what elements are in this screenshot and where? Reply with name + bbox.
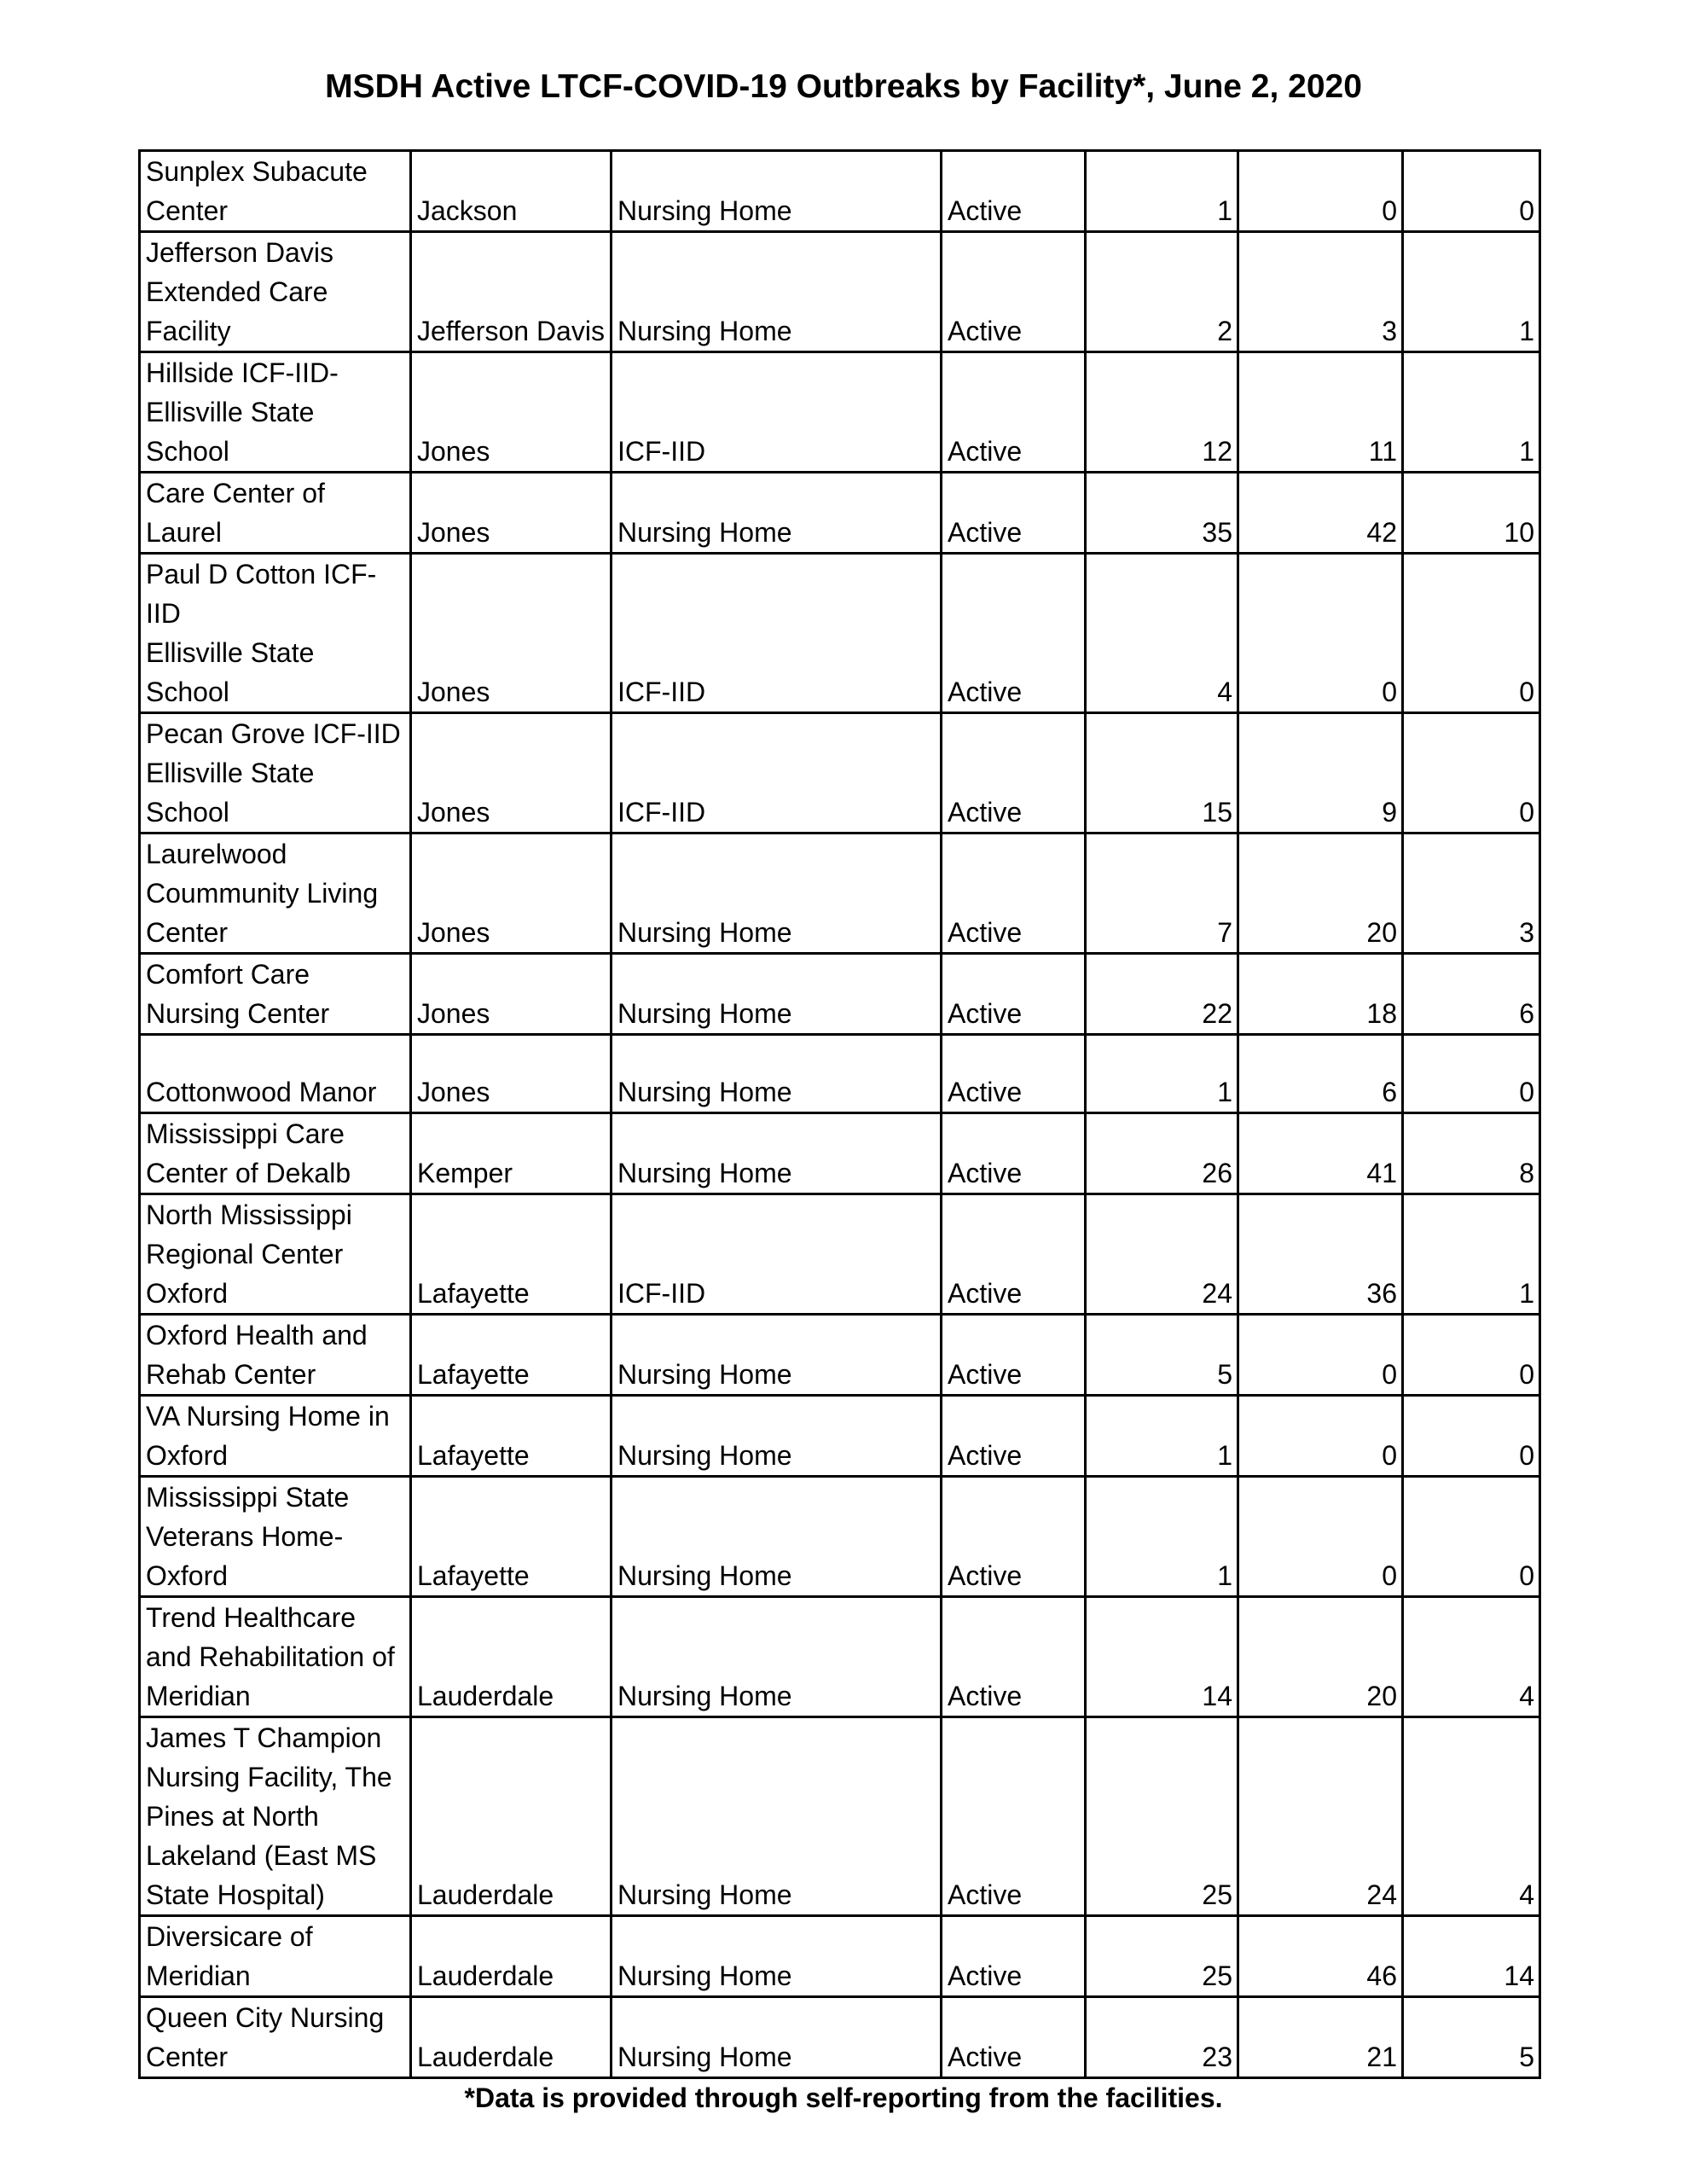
count-cell-1: 1 bbox=[1086, 1477, 1238, 1597]
status-cell: Active bbox=[942, 1113, 1086, 1194]
table-row bbox=[140, 1035, 1540, 1113]
count-cell-1: 35 bbox=[1086, 473, 1238, 554]
status-cell: Active bbox=[942, 232, 1086, 352]
table-row bbox=[140, 834, 1540, 954]
outbreak-table-container bbox=[138, 149, 1541, 2079]
status-cell: Active bbox=[942, 1916, 1086, 1997]
table-row bbox=[140, 352, 1540, 473]
status-cell: Active bbox=[942, 713, 1086, 834]
count-cell-3: 0 bbox=[1403, 151, 1540, 232]
status-cell: Active bbox=[942, 473, 1086, 554]
count-cell-2: 0 bbox=[1238, 151, 1403, 232]
table-row bbox=[140, 954, 1540, 1035]
county-cell: Lafayette bbox=[411, 1194, 612, 1315]
status-cell: Active bbox=[942, 352, 1086, 473]
facility-type-cell: Nursing Home bbox=[612, 1597, 942, 1717]
status-cell: Active bbox=[942, 1477, 1086, 1597]
facility-type-cell: Nursing Home bbox=[612, 473, 942, 554]
count-cell-3: 5 bbox=[1403, 1997, 1540, 2078]
county-cell: Jones bbox=[411, 834, 612, 954]
count-cell-2: 20 bbox=[1238, 1597, 1403, 1717]
facility-cell: Queen City Nursing Center bbox=[140, 1997, 411, 2078]
status-cell: Active bbox=[942, 1396, 1086, 1477]
count-cell-2: 0 bbox=[1238, 1315, 1403, 1396]
facility-cell: Diversicare of Meridian bbox=[140, 1916, 411, 1997]
count-cell-3: 0 bbox=[1403, 1477, 1540, 1597]
outbreak-table bbox=[138, 149, 1541, 2079]
facility-cell: Hillside ICF-IID- Ellisville State School bbox=[140, 352, 411, 473]
count-cell-3: 1 bbox=[1403, 232, 1540, 352]
county-cell: Jones bbox=[411, 713, 612, 834]
count-cell-1: 12 bbox=[1086, 352, 1238, 473]
county-cell: Lauderdale bbox=[411, 1597, 612, 1717]
facility-type-cell: ICF-IID bbox=[612, 713, 942, 834]
count-cell-1: 22 bbox=[1086, 954, 1238, 1035]
table-row bbox=[140, 1717, 1540, 1916]
county-cell: Jones bbox=[411, 1035, 612, 1113]
count-cell-3: 1 bbox=[1403, 1194, 1540, 1315]
table-row bbox=[140, 1916, 1540, 1997]
table-row bbox=[140, 1194, 1540, 1315]
count-cell-2: 6 bbox=[1238, 1035, 1403, 1113]
county-cell: Jones bbox=[411, 352, 612, 473]
county-cell: Lafayette bbox=[411, 1315, 612, 1396]
count-cell-1: 1 bbox=[1086, 1396, 1238, 1477]
county-cell: Lafayette bbox=[411, 1396, 612, 1477]
count-cell-2: 20 bbox=[1238, 834, 1403, 954]
count-cell-1: 23 bbox=[1086, 1997, 1238, 2078]
count-cell-2: 24 bbox=[1238, 1717, 1403, 1916]
facility-cell: Care Center of Laurel bbox=[140, 473, 411, 554]
facility-cell: Oxford Health and Rehab Center bbox=[140, 1315, 411, 1396]
facility-type-cell: ICF-IID bbox=[612, 352, 942, 473]
county-cell: Lauderdale bbox=[411, 1997, 612, 2078]
count-cell-1: 7 bbox=[1086, 834, 1238, 954]
page-title: MSDH Active LTCF-COVID-19 Outbreaks by Facility*, June 2, 2020 bbox=[325, 68, 1362, 105]
table-row bbox=[140, 554, 1540, 713]
count-cell-1: 25 bbox=[1086, 1916, 1238, 1997]
facility-cell: Trend Healthcare and Rehabilitation of Meridian bbox=[140, 1597, 411, 1717]
county-cell: Jackson bbox=[411, 151, 612, 232]
facility-cell: Paul D Cotton ICF-IID Ellisville State School bbox=[140, 554, 411, 713]
facility-cell: Mississippi Care Center of Dekalb bbox=[140, 1113, 411, 1194]
facility-type-cell: Nursing Home bbox=[612, 1035, 942, 1113]
facility-type-cell: Nursing Home bbox=[612, 954, 942, 1035]
facility-cell: Laurelwood Coummunity Living Center bbox=[140, 834, 411, 954]
count-cell-2: 42 bbox=[1238, 473, 1403, 554]
count-cell-3: 6 bbox=[1403, 954, 1540, 1035]
count-cell-3: 10 bbox=[1403, 473, 1540, 554]
facility-cell: Pecan Grove ICF-IID Ellisville State School bbox=[140, 713, 411, 834]
count-cell-1: 25 bbox=[1086, 1717, 1238, 1916]
table-row bbox=[140, 473, 1540, 554]
count-cell-3: 3 bbox=[1403, 834, 1540, 954]
facility-cell: Jefferson Davis Extended Care Facility bbox=[140, 232, 411, 352]
status-cell: Active bbox=[942, 954, 1086, 1035]
county-cell: Lafayette bbox=[411, 1477, 612, 1597]
facility-type-cell: Nursing Home bbox=[612, 1396, 942, 1477]
table-row bbox=[140, 1315, 1540, 1396]
table-row bbox=[140, 1396, 1540, 1477]
count-cell-3: 14 bbox=[1403, 1916, 1540, 1997]
count-cell-2: 21 bbox=[1238, 1997, 1403, 2078]
status-cell: Active bbox=[942, 554, 1086, 713]
count-cell-3: 1 bbox=[1403, 352, 1540, 473]
status-cell: Active bbox=[942, 834, 1086, 954]
count-cell-2: 0 bbox=[1238, 1396, 1403, 1477]
table-row bbox=[140, 1477, 1540, 1597]
status-cell: Active bbox=[942, 1035, 1086, 1113]
facility-type-cell: Nursing Home bbox=[612, 834, 942, 954]
facility-type-cell: ICF-IID bbox=[612, 1194, 942, 1315]
facility-type-cell: Nursing Home bbox=[612, 1997, 942, 2078]
count-cell-3: 0 bbox=[1403, 1035, 1540, 1113]
count-cell-1: 2 bbox=[1086, 232, 1238, 352]
count-cell-2: 36 bbox=[1238, 1194, 1403, 1315]
count-cell-3: 4 bbox=[1403, 1597, 1540, 1717]
facility-type-cell: Nursing Home bbox=[612, 1717, 942, 1916]
facility-type-cell: ICF-IID bbox=[612, 554, 942, 713]
facility-cell: Mississippi State Veterans Home- Oxford bbox=[140, 1477, 411, 1597]
count-cell-2: 0 bbox=[1238, 554, 1403, 713]
county-cell: Jones bbox=[411, 554, 612, 713]
count-cell-2: 41 bbox=[1238, 1113, 1403, 1194]
status-cell: Active bbox=[942, 1717, 1086, 1916]
count-cell-3: 0 bbox=[1403, 1315, 1540, 1396]
count-cell-3: 0 bbox=[1403, 713, 1540, 834]
count-cell-1: 15 bbox=[1086, 713, 1238, 834]
count-cell-1: 1 bbox=[1086, 151, 1238, 232]
facility-cell: North Mississippi Regional Center Oxford bbox=[140, 1194, 411, 1315]
count-cell-1: 14 bbox=[1086, 1597, 1238, 1717]
count-cell-1: 5 bbox=[1086, 1315, 1238, 1396]
facility-type-cell: Nursing Home bbox=[612, 1315, 942, 1396]
count-cell-1: 1 bbox=[1086, 1035, 1238, 1113]
facility-type-cell: Nursing Home bbox=[612, 1916, 942, 1997]
count-cell-2: 0 bbox=[1238, 1477, 1403, 1597]
table-row bbox=[140, 1597, 1540, 1717]
facility-cell: Cottonwood Manor bbox=[140, 1035, 411, 1113]
county-cell: Lauderdale bbox=[411, 1916, 612, 1997]
status-cell: Active bbox=[942, 151, 1086, 232]
table-row bbox=[140, 713, 1540, 834]
count-cell-3: 0 bbox=[1403, 1396, 1540, 1477]
county-cell: Jefferson Davis bbox=[411, 232, 612, 352]
facility-cell: Comfort Care Nursing Center bbox=[140, 954, 411, 1035]
facility-type-cell: Nursing Home bbox=[612, 1477, 942, 1597]
count-cell-2: 18 bbox=[1238, 954, 1403, 1035]
count-cell-1: 26 bbox=[1086, 1113, 1238, 1194]
count-cell-2: 11 bbox=[1238, 352, 1403, 473]
facility-type-cell: Nursing Home bbox=[612, 1113, 942, 1194]
status-cell: Active bbox=[942, 1315, 1086, 1396]
table-row bbox=[140, 1997, 1540, 2078]
status-cell: Active bbox=[942, 1597, 1086, 1717]
status-cell: Active bbox=[942, 1997, 1086, 2078]
footnote: *Data is provided through self-reporting from the facilities. bbox=[464, 2082, 1223, 2113]
facility-cell: VA Nursing Home in Oxford bbox=[140, 1396, 411, 1477]
count-cell-3: 4 bbox=[1403, 1717, 1540, 1916]
county-cell: Kemper bbox=[411, 1113, 612, 1194]
count-cell-2: 46 bbox=[1238, 1916, 1403, 1997]
county-cell: Jones bbox=[411, 473, 612, 554]
facility-type-cell: Nursing Home bbox=[612, 232, 942, 352]
count-cell-3: 8 bbox=[1403, 1113, 1540, 1194]
count-cell-2: 9 bbox=[1238, 713, 1403, 834]
facility-cell: Sunplex Subacute Center bbox=[140, 151, 411, 232]
table-row bbox=[140, 151, 1540, 232]
table-row bbox=[140, 232, 1540, 352]
status-cell: Active bbox=[942, 1194, 1086, 1315]
count-cell-2: 3 bbox=[1238, 232, 1403, 352]
outbreak-table-body bbox=[140, 151, 1540, 2078]
count-cell-1: 24 bbox=[1086, 1194, 1238, 1315]
facility-type-cell: Nursing Home bbox=[612, 151, 942, 232]
county-cell: Lauderdale bbox=[411, 1717, 612, 1916]
table-row bbox=[140, 1113, 1540, 1194]
county-cell: Jones bbox=[411, 954, 612, 1035]
facility-cell: James T Champion Nursing Facility, The Pines at North Lakeland (East MS State Hospital) bbox=[140, 1717, 411, 1916]
count-cell-1: 4 bbox=[1086, 554, 1238, 713]
count-cell-3: 0 bbox=[1403, 554, 1540, 713]
